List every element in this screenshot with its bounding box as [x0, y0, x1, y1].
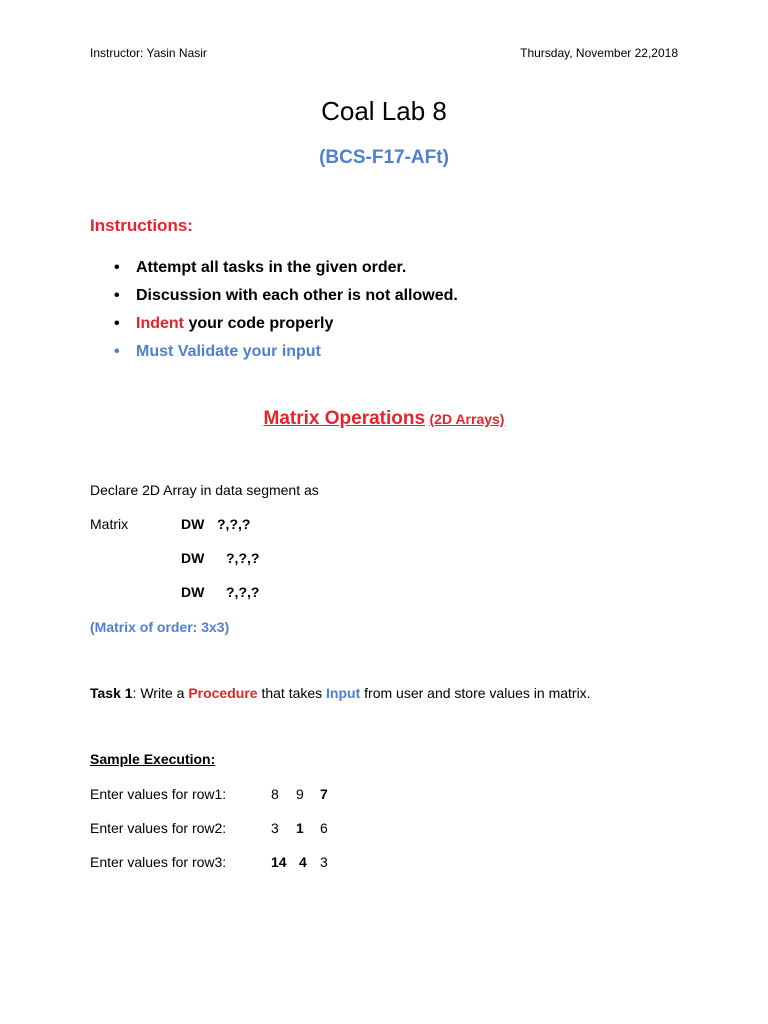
section-title-main: Matrix Operations [263, 408, 426, 429]
instruction-item [90, 310, 690, 338]
instruction-text: your code properly [184, 315, 334, 332]
matrix-row-values: ?,?,? [217, 516, 251, 532]
task-1-text [90, 685, 591, 701]
page-subtitle: (BCS-F17-AFt) [319, 147, 449, 168]
sample-row-label: Enter values for row2: [90, 820, 227, 836]
sample-row-value: 6 [320, 820, 328, 836]
instruction-text: Discussion with each other is not allowed. [136, 287, 458, 304]
matrix-name: Matrix [90, 516, 129, 532]
matrix-row-keyword: DW [181, 516, 205, 532]
sample-row-value: 3 [271, 820, 279, 836]
instruction-text: Must Validate your input [136, 343, 321, 360]
sample-row-label: Enter values for row3: [90, 854, 227, 870]
section-title [0, 408, 768, 430]
sample-row-value: 1 [296, 820, 304, 836]
instructions-list [90, 254, 690, 366]
task-1-input: Input [326, 685, 361, 701]
task-1-label: Task 1 [90, 685, 133, 701]
instruction-item [90, 254, 690, 282]
bullet-icon: • [114, 343, 120, 360]
bullet-icon: • [114, 259, 120, 276]
sample-row-value: 9 [296, 786, 304, 802]
bullet-icon: • [114, 315, 120, 332]
matrix-row-keyword: DW [181, 550, 205, 566]
task-1-fragment: from user and store values in matrix. [360, 685, 591, 701]
task-1-procedure: Procedure [188, 685, 258, 701]
sample-row-value: 14 [271, 854, 287, 870]
sample-row-label: Enter values for row1: [90, 786, 227, 802]
sample-row-value: 4 [299, 854, 307, 870]
section-title-sub: (2D Arrays) [429, 411, 505, 427]
matrix-order-note: (Matrix of order: 3x3) [90, 619, 230, 635]
sample-row-value: 3 [320, 854, 328, 870]
matrix-row-values: ?,?,? [226, 550, 260, 566]
instruction-item [90, 338, 690, 366]
task-1-fragment: : Write a [132, 685, 189, 701]
instruction-highlight: Indent [136, 315, 184, 332]
sample-row-value: 8 [271, 786, 279, 802]
matrix-row-keyword: DW [181, 584, 205, 600]
sample-heading: Sample Execution: [90, 751, 216, 767]
task-1-fragment: that takes [257, 685, 327, 701]
instructions-heading: Instructions: [90, 216, 193, 235]
instruction-item [90, 282, 690, 310]
page-title: Coal Lab 8 [321, 96, 447, 126]
matrix-row-values: ?,?,? [226, 584, 260, 600]
declare-intro: Declare 2D Array in data segment as [90, 482, 319, 498]
bullet-icon: • [114, 287, 120, 304]
instruction-text: Attempt all tasks in the given order. [136, 259, 407, 276]
instructor-name: Instructor: Yasin Nasir [90, 46, 207, 60]
sample-row-value: 7 [320, 786, 328, 802]
document-date: Thursday, November 22,2018 [520, 46, 678, 60]
